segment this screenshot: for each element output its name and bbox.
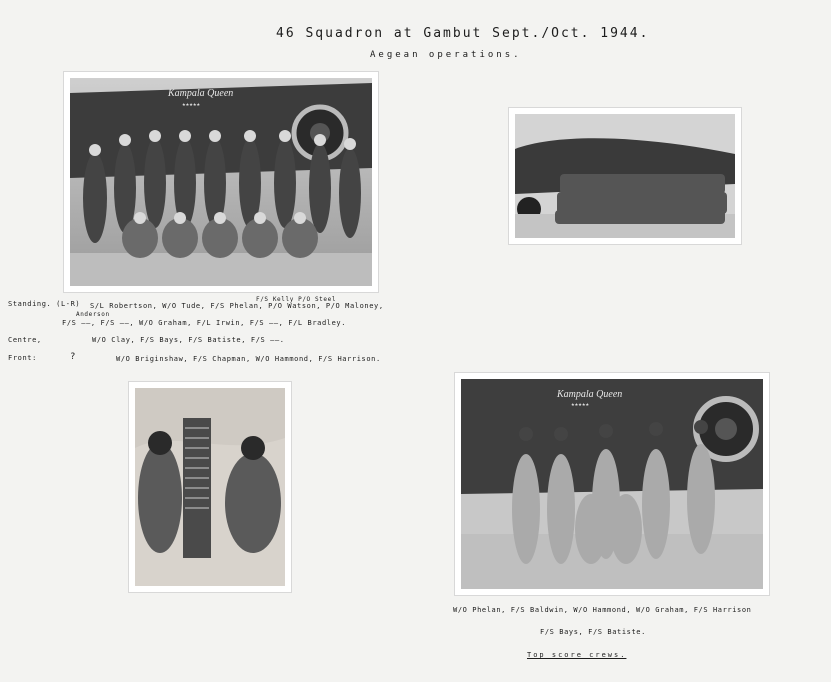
crew-photo-image <box>461 379 763 589</box>
caption-front-label: Front: <box>8 354 37 362</box>
plane-stars: ★★★★★ <box>182 101 201 108</box>
caption-centre-line: W/O Clay, F/S Bays, F/S Batiste, F/S ——. <box>92 336 285 344</box>
squadron-photo-image <box>515 114 735 238</box>
plane-name-text: Kampala Queen <box>168 88 234 99</box>
plane-name-text: Kampala Queen <box>557 389 623 400</box>
group-photo-large-image <box>70 78 372 286</box>
caption-bottom-line1: W/O Phelan, F/S Baldwin, W/O Hammond, W/O Graham, F/S Harrison <box>453 606 752 614</box>
crew-photo <box>455 373 769 595</box>
caption-standing-anderson: Anderson <box>76 311 110 318</box>
caption-standing-line2: F/S ——, F/S ——, W/O Graham, F/L Irwin, F/S ——, F/L Bradley. <box>62 319 347 327</box>
plane-stars: ★★★★★ <box>571 401 590 408</box>
caption-front-line: W/O Briginshaw, F/S Chapman, W/O Hammond, F/S Harrison. <box>116 355 381 363</box>
caption-standing-line1: S/L Robertson, W/O Tude, F/S Phelan, P/O Watson, P/O Maloney, <box>90 302 384 310</box>
caption-bottom-line2: F/S Bays, F/S Batiste. <box>540 628 646 636</box>
caption-front-question: ? <box>70 352 77 362</box>
squadron-photo <box>509 108 741 244</box>
caption-standing-above: F/S Kelly P/O Steel <box>256 296 337 303</box>
caption-centre-label: Centre, <box>8 336 42 344</box>
page-title: 46 Squadron at Gambut Sept./Oct. 1944. <box>276 26 650 41</box>
caption-standing-label: Standing. (L-R) <box>8 300 81 308</box>
signpost-photo-image <box>135 388 285 586</box>
signpost-photo <box>129 382 291 592</box>
caption-bottom-line3: Top score crews. <box>527 651 627 659</box>
group-photo-large <box>64 72 378 292</box>
page-subtitle: Aegean operations. <box>370 50 522 60</box>
